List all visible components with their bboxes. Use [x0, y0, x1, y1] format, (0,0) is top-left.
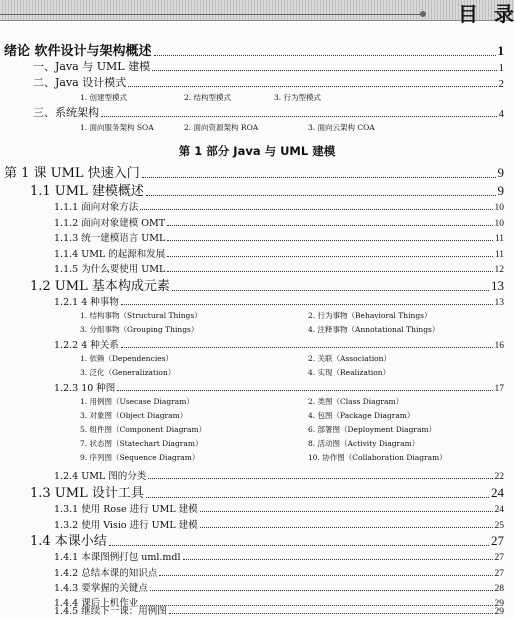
toc-entry-1-2-3[interactable]: [54, 380, 504, 394]
toc-subitem[interactable]: 3. 对象图（Object Diagram）: [80, 411, 188, 420]
toc-page: 13: [494, 298, 504, 308]
toc-entry-intro-3[interactable]: [33, 104, 504, 120]
dot-leader: [183, 559, 493, 560]
toc-page: 24: [491, 485, 504, 500]
toc-label: 三、系统架构: [33, 106, 99, 119]
toc-page: 4: [498, 108, 504, 120]
dot-leader: [159, 575, 492, 576]
toc-entry-intro-1[interactable]: [33, 58, 504, 74]
toc-subitem[interactable]: 2. 类图（Class Diagram）: [308, 397, 404, 406]
toc-label: 1.2.3 10 种图: [54, 383, 116, 394]
toc-entry-1-1-1[interactable]: [54, 199, 504, 213]
toc-label: 1.4.1 本课图例打包 uml.mdl: [54, 552, 181, 563]
toc-subitem[interactable]: 1. 结构事物（Structural Things）: [80, 311, 202, 320]
dot-leader: [152, 70, 496, 71]
toc-subitem[interactable]: 3. 行为型模式: [274, 93, 322, 102]
page-header-band: [0, 0, 514, 21]
toc-label: 1.4.5 继续下一课：用例图: [54, 606, 167, 617]
toc-entry-1-4-3[interactable]: [54, 580, 504, 594]
toc-subitem[interactable]: 3. 泛化（Generalization）: [80, 368, 176, 377]
dot-leader: [200, 527, 493, 528]
toc-page: 22: [494, 472, 504, 482]
toc-subitem[interactable]: 1. 面向服务架构 SOA: [80, 123, 154, 132]
toc-label: 1.3.1 使用 Rose 进行 UML 建模: [54, 504, 198, 515]
toc-subitem[interactable]: 2. 行为事物（Behavioral Things）: [308, 311, 432, 320]
toc-entry-1-4-1[interactable]: [54, 549, 504, 563]
toc-page: 9: [497, 165, 504, 180]
toc-label: 1.1.1 面向对象方法: [54, 202, 139, 213]
toc-subitem[interactable]: 5. 组件图（Component Diagram）: [80, 425, 207, 434]
toc-page: 27: [491, 533, 504, 548]
toc-page: 12: [494, 265, 504, 275]
dot-leader: [140, 209, 492, 210]
toc-label: 二、Java 设计模式: [33, 76, 127, 89]
toc-page: 10: [494, 219, 504, 229]
toc-entry-1-4-2[interactable]: [54, 565, 504, 579]
toc-page: 11: [494, 250, 504, 260]
toc-page: 27: [494, 569, 504, 579]
toc-label: 1.3.2 使用 Visio 进行 UML 建模: [54, 520, 198, 531]
toc-page: 16: [494, 341, 504, 351]
toc-label: 1.1.2 面向对象建模 OMT: [54, 218, 166, 229]
toc-subitem[interactable]: 1. 依赖（Dependencies）: [80, 354, 174, 363]
toc-entry-1-3-2[interactable]: [54, 517, 504, 531]
dot-leader: [167, 225, 492, 226]
toc-page: 17: [494, 384, 504, 394]
dot-leader: [146, 195, 496, 196]
toc-subitem[interactable]: 1. 用例图（Usecase Diagram）: [80, 397, 194, 406]
toc-label: 1.4 本课小结: [30, 534, 107, 549]
toc-label: 1.3 UML 设计工具: [30, 486, 144, 501]
dot-leader: [128, 86, 496, 87]
toc-entry-1-4-5[interactable]: [54, 603, 504, 617]
toc-entry-1-3-1[interactable]: [54, 501, 504, 515]
toc-entry-1-2-4[interactable]: [54, 468, 504, 482]
toc-label: 1.2.1 4 种事物: [54, 297, 119, 308]
toc-entry-1-1[interactable]: [30, 180, 504, 199]
dot-leader: [121, 304, 493, 305]
toc-entry-1-2-1[interactable]: [54, 294, 504, 308]
dot-leader: [200, 511, 493, 512]
toc-entry-intro[interactable]: [4, 40, 504, 59]
header-dot: [420, 11, 426, 17]
toc-page: 9: [497, 183, 504, 198]
toc-page: 13: [491, 278, 504, 293]
dot-leader: [148, 478, 492, 479]
toc-subitem[interactable]: 3. 面向云架构 COA: [308, 123, 375, 132]
toc-page: 29: [494, 607, 504, 617]
toc-label: 1.4.3 要掌握的关键点: [54, 583, 148, 594]
toc-page: 1: [497, 43, 504, 58]
toc-label: 1.2 UML 基本构成元素: [30, 279, 170, 294]
toc-page: 29: [494, 599, 504, 609]
dot-leader: [121, 347, 493, 348]
toc-page: 10: [494, 203, 504, 213]
toc-entry-1-1-2[interactable]: [54, 215, 504, 229]
toc-label: 一、Java 与 UML 建模: [33, 60, 151, 73]
toc-page: 2: [498, 78, 504, 90]
toc-subitem[interactable]: 2. 面向资源架构 ROA: [184, 123, 259, 132]
toc-label: 1.2.4 UML 图的分类: [54, 471, 147, 482]
toc-entry-1-3[interactable]: [30, 482, 504, 501]
dot-leader: [167, 256, 493, 257]
dot-leader: [154, 55, 496, 56]
toc-subitem[interactable]: 8. 活动图（Activity Diagram）: [308, 439, 420, 448]
toc-label: 1.4.4 课后上机作业: [54, 598, 139, 609]
toc-label: 1.1.5 为什么要使用 UML: [54, 264, 166, 275]
toc-entry-intro-2[interactable]: [33, 74, 504, 90]
toc-page: 28: [494, 584, 504, 594]
part-title: 第 1 部分 Java 与 UML 建模: [178, 144, 336, 158]
toc-subitem[interactable]: 9. 序列图（Sequence Diagram）: [80, 453, 200, 462]
header-rule: [0, 14, 420, 15]
toc-page: 27: [494, 553, 504, 563]
toc-page: 11: [494, 234, 504, 244]
toc-page: 24: [494, 505, 504, 515]
dot-leader: [109, 545, 489, 546]
toc-subitem[interactable]: 3. 分组事物（Grouping Things）: [80, 325, 199, 334]
toc-label: 1.4.2 总结本课的知识点: [54, 568, 158, 579]
dot-leader: [146, 497, 489, 498]
toc-entry-1-2-2[interactable]: [54, 337, 504, 351]
toc-label: 1.1.4 UML 的起源和发展: [54, 249, 166, 260]
dot-leader: [117, 390, 492, 391]
toc-entry-1-1-5[interactable]: [54, 261, 504, 275]
dot-leader: [169, 613, 493, 614]
toc-label: 绪论 软件设计与架构概述: [4, 44, 152, 59]
toc-entry-1-1-3[interactable]: [54, 230, 504, 244]
toc-page: 1: [498, 62, 504, 74]
dot-leader: [172, 290, 489, 291]
toc-subitem[interactable]: 6. 部署图（Deployment Diagram）: [308, 425, 437, 434]
toc-label: 1.2.2 4 种关系: [54, 340, 119, 351]
toc-subitem[interactable]: 1. 创建型模式: [80, 93, 128, 102]
toc-entry-1-4[interactable]: [30, 530, 504, 549]
toc-entry-1-1-4[interactable]: [54, 246, 504, 260]
toc-label: 1.1 UML 建模概述: [30, 184, 144, 199]
header-title-left: 目: [458, 2, 478, 26]
toc-label: 第 1 课 UML 快速入门: [4, 166, 140, 181]
toc-subitem[interactable]: 10. 协作图（Collaboration Diagram）: [308, 453, 447, 462]
toc-entry-lesson-1[interactable]: [4, 162, 504, 181]
toc-entry-1-2[interactable]: [30, 275, 504, 294]
toc-subitem[interactable]: 4. 实现（Realization）: [308, 368, 391, 377]
dot-leader: [167, 240, 493, 241]
dot-leader: [167, 271, 492, 272]
toc-subitem[interactable]: 4. 注释事物（Annotational Things）: [308, 325, 440, 334]
header-title-right: 录: [494, 2, 514, 26]
toc-subitem[interactable]: 2. 关联（Association）: [308, 354, 391, 363]
toc-subitem[interactable]: 7. 状态图（Statechart Diagram）: [80, 439, 203, 448]
dot-leader: [142, 177, 496, 178]
dot-leader: [101, 116, 497, 117]
dot-leader: [150, 590, 493, 591]
toc-subitem[interactable]: 4. 包图（Package Diagram）: [308, 411, 415, 420]
toc-subitem[interactable]: 2. 结构型模式: [184, 93, 232, 102]
toc-subitems-patterns: [80, 92, 321, 103]
toc-subitems-architecture: [80, 122, 375, 133]
toc-label: 1.1.3 统一建模语言 UML: [54, 233, 166, 244]
toc-page: 25: [494, 521, 504, 531]
